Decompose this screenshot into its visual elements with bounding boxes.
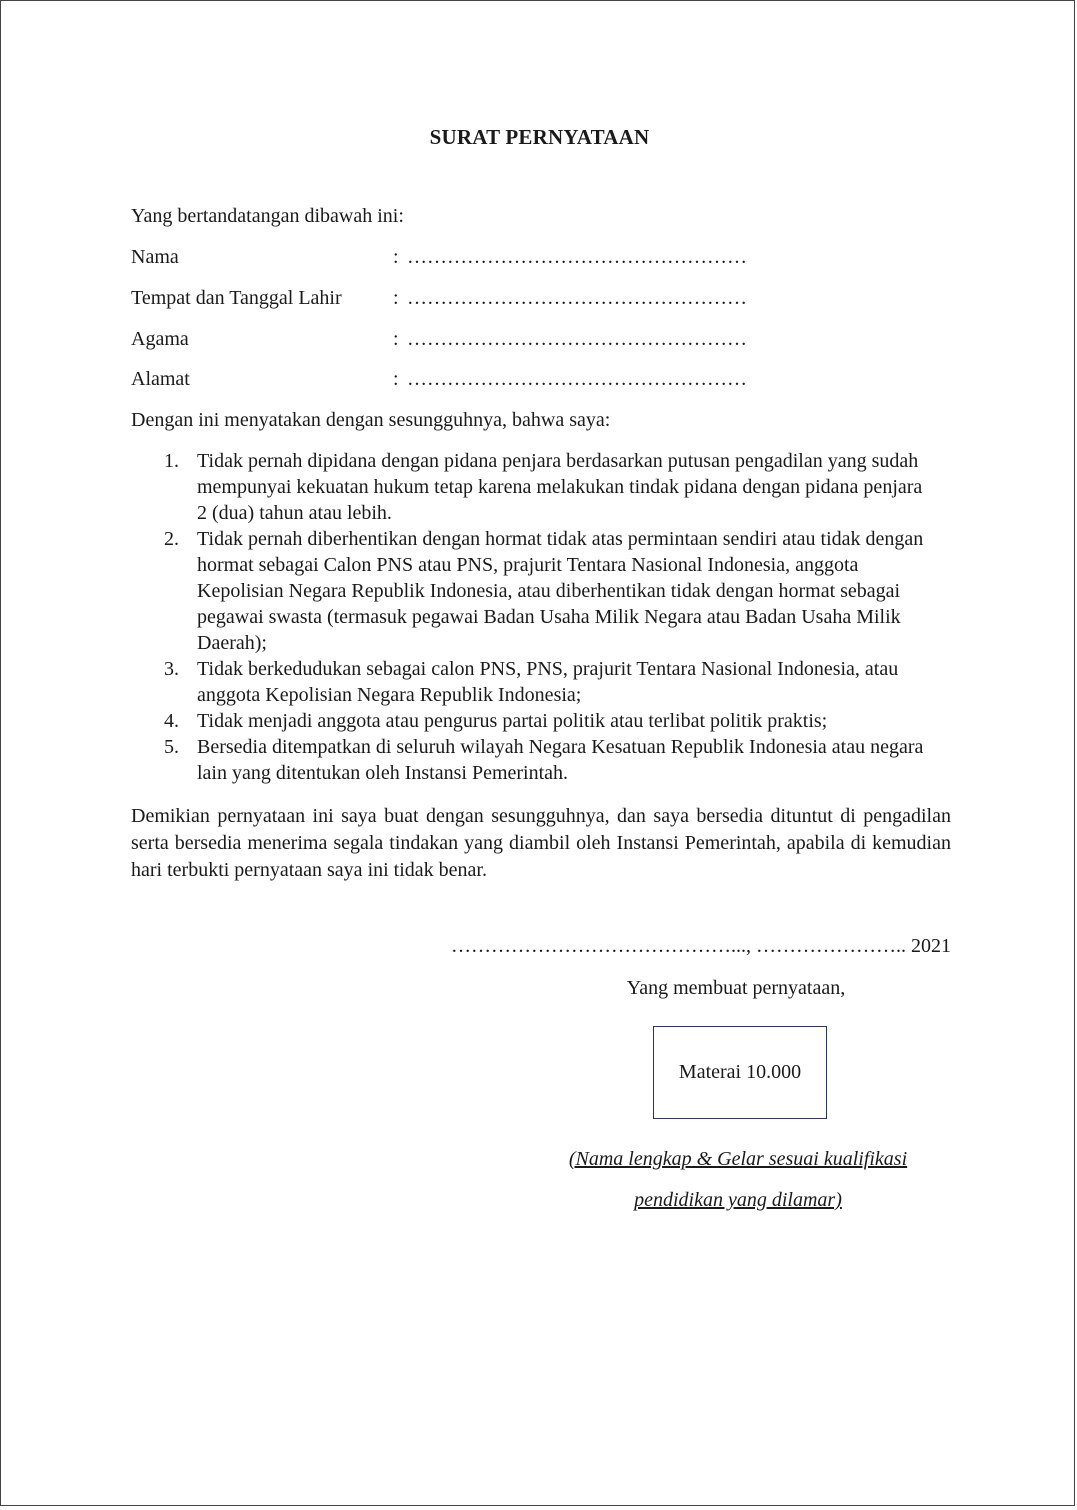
field-label: Alamat [131, 368, 190, 390]
list-item-number: 3. [164, 658, 179, 680]
signer-line-1: (Nama lengkap & Gelar sesuai kualifikasi [568, 1148, 908, 1170]
list-item [131, 656, 931, 708]
list-item-number: 1. [164, 450, 179, 472]
list-item-text: Tidak menjadi anggota atau pengurus partai politik atau terlibat politik praktis; [197, 710, 828, 732]
field-blank: …………………………………………… [407, 368, 747, 390]
list-item-number: 5. [164, 736, 179, 758]
list-item [131, 526, 931, 656]
field-label: Nama [131, 246, 179, 268]
field-colon: : [393, 368, 399, 390]
signer-line-2: pendidikan yang dilamar) [634, 1189, 842, 1211]
statement-list [131, 448, 931, 786]
list-item-number: 2. [164, 528, 179, 550]
stamp-label: Materai 10.000 [678, 1061, 802, 1083]
list-item [131, 708, 931, 734]
list-item [131, 734, 931, 786]
field-blank: …………………………………………… [407, 287, 747, 309]
field-tempat-tanggal-lahir [131, 287, 831, 315]
intro-text: Yang bertandatangan dibawah ini: [131, 205, 404, 227]
document-title: SURAT PERNYATAAN [429, 125, 650, 149]
list-item-text: Tidak pernah dipidana dengan pidana penjara berdasarkan putusan pengadilan yang sudah mempunyai kekuatan hukum tetap karena melakukan tindak pidana dengan pidana penjara 2 (dua) tahun atau lebih. [197, 450, 923, 524]
field-label: Agama [131, 328, 189, 350]
signer-name-block [521, 1139, 955, 1221]
field-nama [131, 246, 831, 274]
field-blank: …………………………………………… [407, 246, 747, 268]
field-blank: …………………………………………… [407, 328, 747, 350]
statement-text: Dengan ini menyatakan dengan sesungguhnya, bahwa saya: [131, 409, 611, 431]
maker-label: Yang membuat pernyataan, [626, 977, 846, 999]
list-item [131, 448, 931, 526]
place-date-line: ……………………………………..., ………………….. 2021 [451, 935, 951, 957]
field-colon: : [393, 246, 399, 268]
list-item-text: Bersedia ditempatkan di seluruh wilayah Negara Kesatuan Republik Indonesia atau negara lain yang ditentukan oleh Instansi Pemerintah. [197, 736, 924, 784]
list-item-number: 4. [164, 710, 179, 732]
field-label: Tempat dan Tanggal Lahir [131, 287, 342, 309]
list-item-text: Tidak berkedudukan sebagai calon PNS, PNS, prajurit Tentara Nasional Indonesia, atau anggota Kepolisian Negara Republik Indonesia; [197, 658, 899, 706]
stamp-box [653, 1026, 827, 1119]
field-colon: : [393, 328, 399, 350]
field-agama [131, 328, 831, 356]
field-alamat [131, 368, 831, 396]
list-item-text: Tidak pernah diberhentikan dengan hormat tidak atas permintaan sendiri atau tidak dengan hormat sebagai Calon PNS atau PNS, prajurit Tentara Nasional Indonesia, anggota Kepolisian Negara Republik Indonesia, atau diberhentikan tidak dengan hormat sebagai pegawai swasta (termasuk pegawai Badan Usaha Milik Negara atau Badan Usaha Milik Daerah); [197, 528, 924, 654]
field-colon: : [393, 287, 399, 309]
closing-paragraph: Demikian pernyataan ini saya buat dengan sesungguhnya, dan saya bersedia dituntut di pengadilan serta bersedia menerima segala tindakan yang diambil oleh Instansi Pemerintah, apabila di kemudian hari terbukti pernyataan saya ini tidak benar. [131, 805, 951, 881]
